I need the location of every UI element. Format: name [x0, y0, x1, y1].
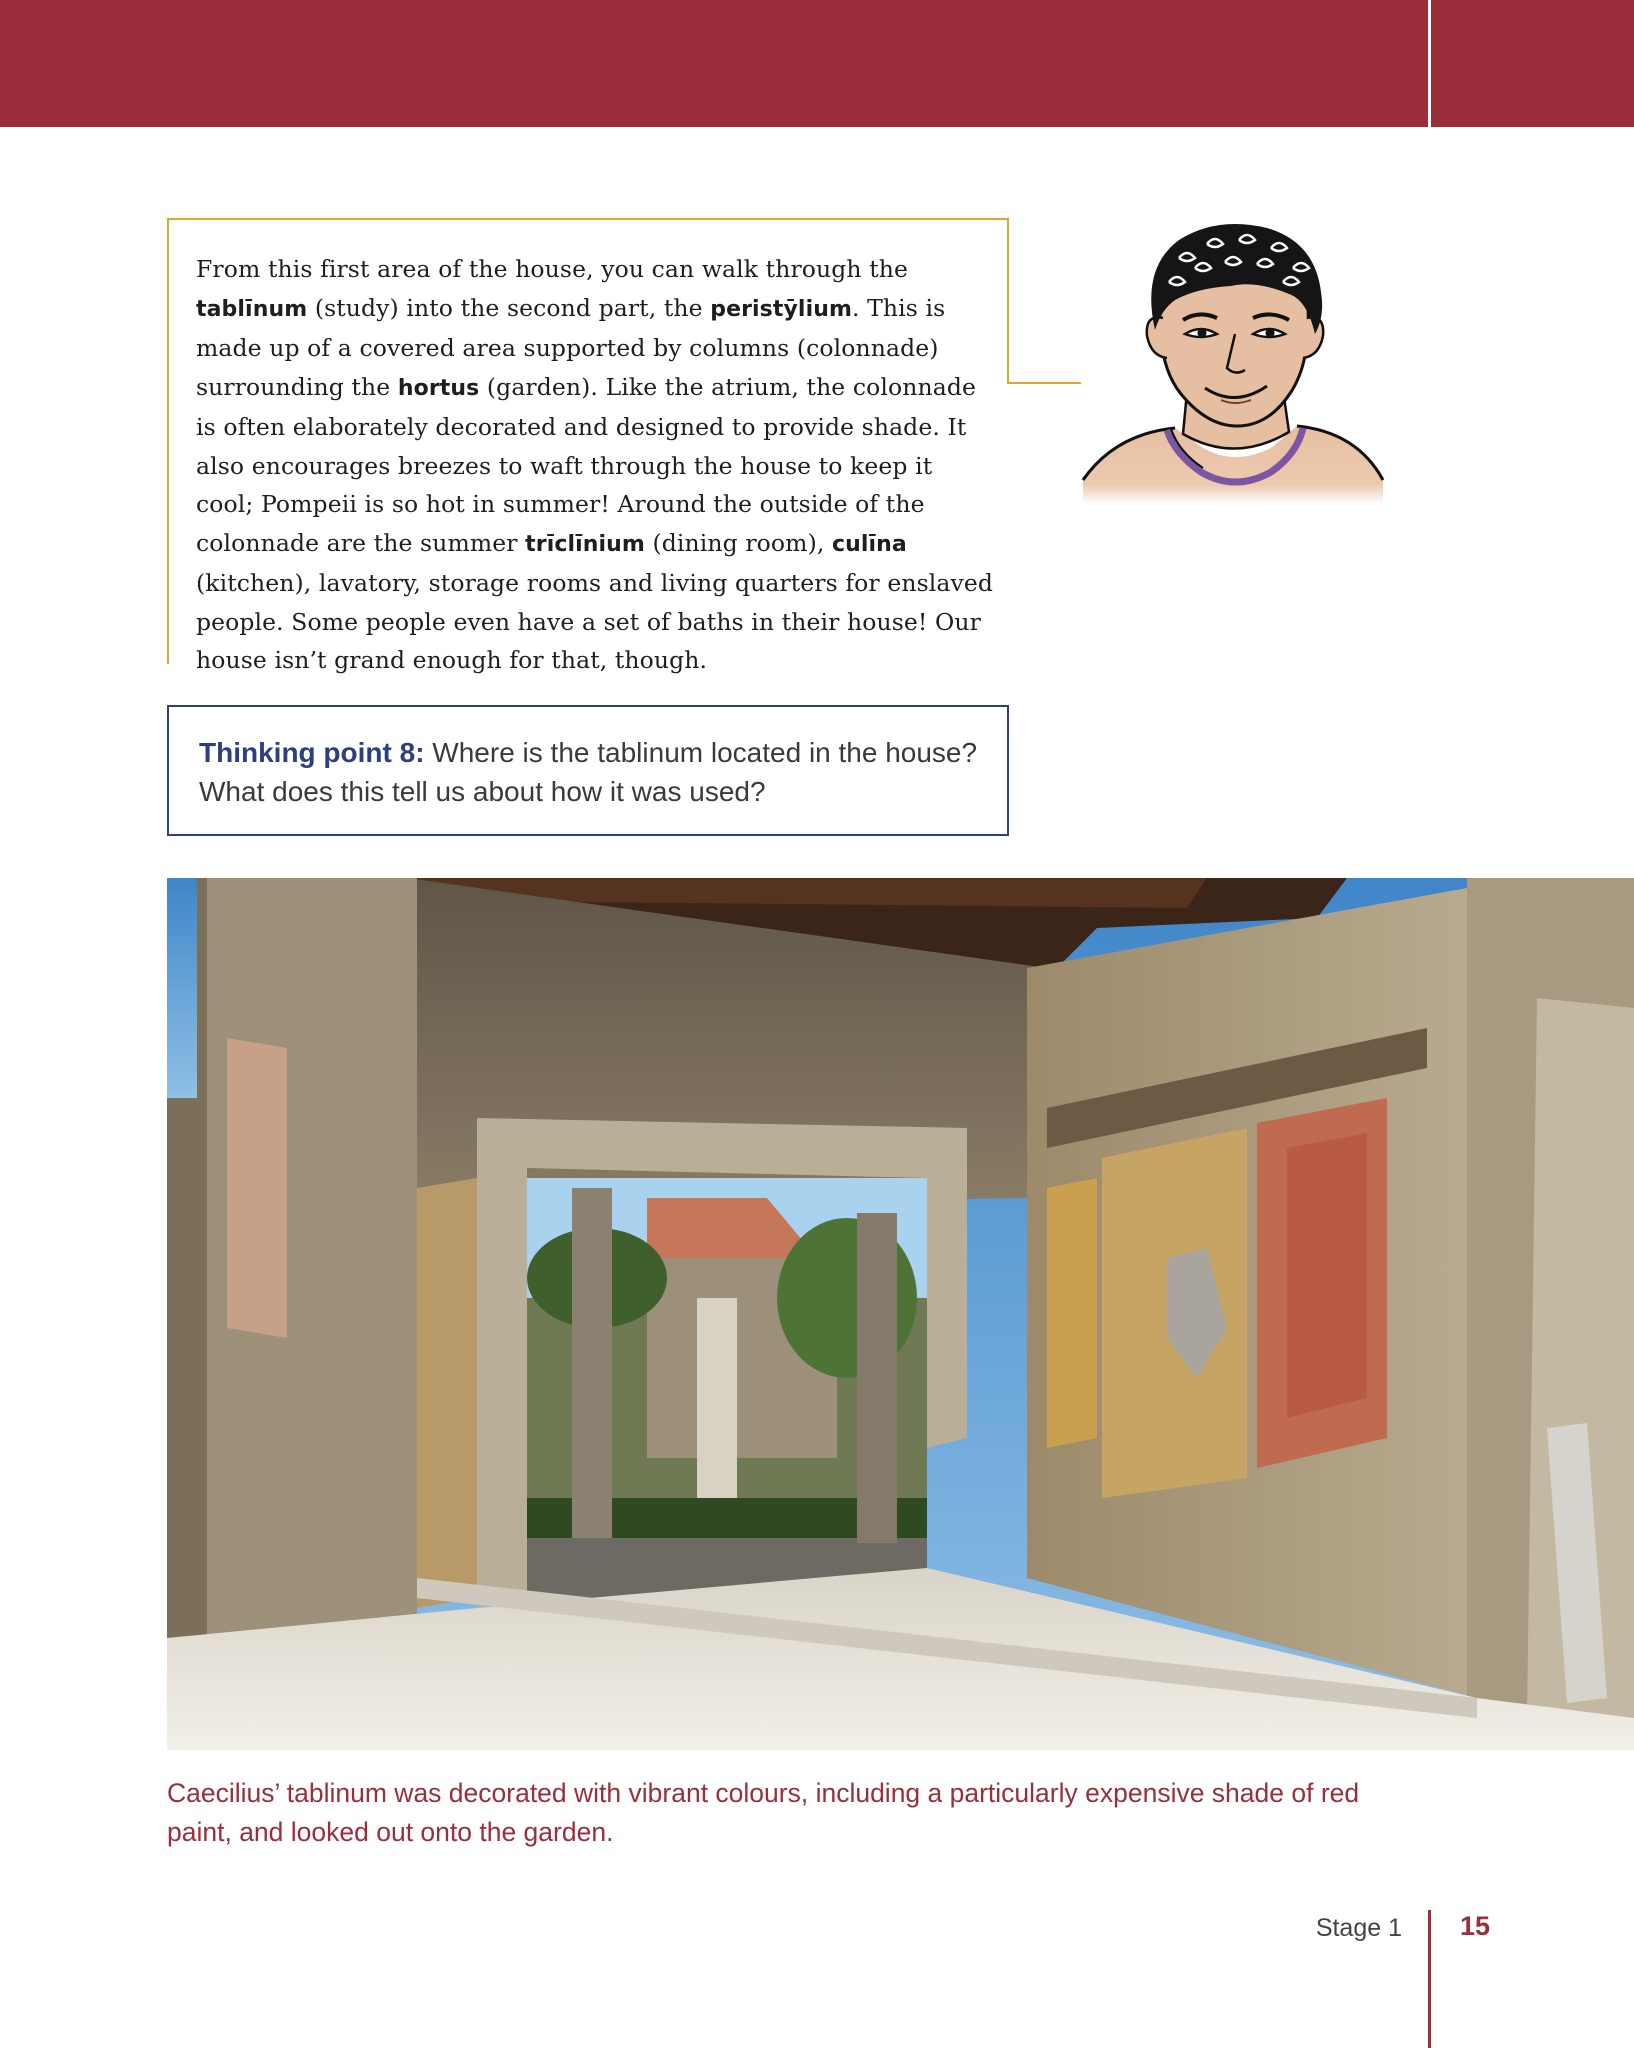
- speech-pointer: [1007, 382, 1081, 384]
- header-band: [0, 0, 1634, 127]
- term-culina: culīna: [831, 531, 907, 557]
- narrative-border-left: [167, 218, 169, 664]
- footer-divider: [1428, 1910, 1431, 2048]
- narrative-border-top: [167, 218, 1009, 220]
- narrative-border-right: [1007, 218, 1009, 384]
- term-tablinum: tablīnum: [196, 296, 308, 322]
- narrative-segment: (kitchen), lavatory, storage rooms and living quarters for enslaved people. Some people even have a set of baths in their house! Our house isn’t grand enough for that, though.: [196, 569, 993, 674]
- narrative-box: [167, 218, 1009, 674]
- term-hortus: hortus: [397, 375, 480, 401]
- thinking-point-question: Where is the tablinum located in the house? What does this tell us about how it was used?: [199, 737, 978, 807]
- term-triclinium: trīclīnium: [525, 531, 645, 557]
- narrative-segment: From this first area of the house, you can walk through the: [196, 255, 909, 283]
- term-peristylium: peristȳlium: [710, 296, 852, 322]
- narrative-segment: (study) into the second part, the: [307, 293, 711, 322]
- thinking-point-label: Thinking point 8:: [199, 737, 425, 768]
- thinking-point-box: [167, 705, 1009, 836]
- page-number: 15: [1460, 1911, 1491, 1941]
- photo-caption: Caecilius’ tablinum was decorated with vibrant colours, including a particularly expensive shade of red paint, and looked out onto the garden.: [167, 1778, 1360, 1847]
- stage-label: Stage 1: [1315, 1914, 1402, 1942]
- tablinum-photo: [167, 878, 1634, 1750]
- narrative-text: [196, 250, 996, 680]
- character-portrait: [1075, 222, 1393, 504]
- narrative-segment: . This is made up of a covered area supported by columns (colonnade) surrounding the: [196, 293, 946, 401]
- narrative-segment: (garden). Like the atrium, the colonnade is often elaborately decorated and designed to provide shade. It also encourages breezes to waft through the house to keep it cool; Pompeii is so hot in summer! Around the outside of the colonnade are the summer: [196, 372, 976, 557]
- narrative-segment: (dining room),: [644, 528, 832, 557]
- header-divider: [1428, 0, 1431, 127]
